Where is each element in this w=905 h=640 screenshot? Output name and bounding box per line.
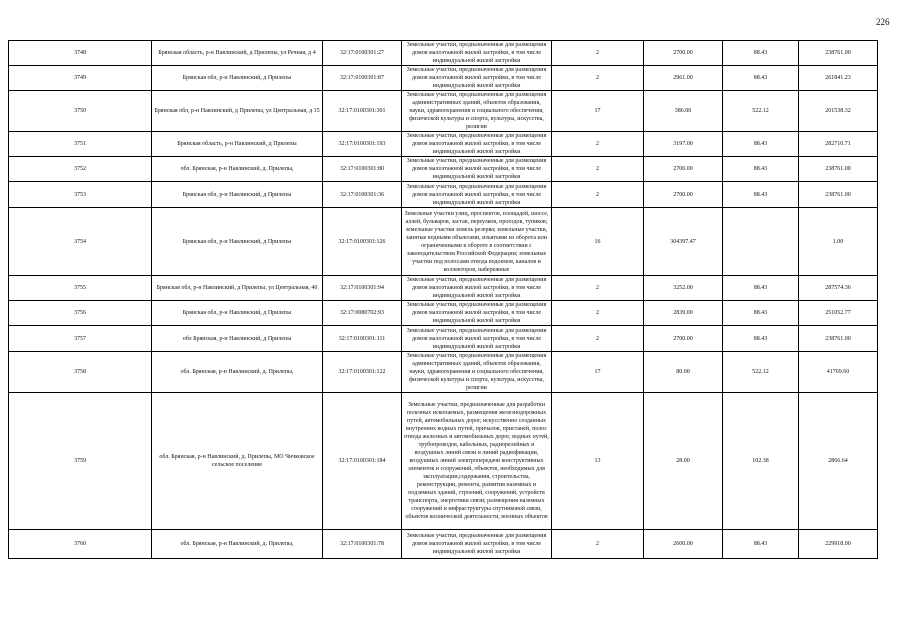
address-cell: обл Брянская, р-н Навлинский, д Прилепы: [152, 326, 323, 352]
address-cell: Брянская обл, р-н Навлинский, д Прилепы, ул Центральная, 40: [152, 276, 323, 301]
table-row: [9, 41, 878, 66]
table-row: [9, 530, 878, 559]
cadastral-number-cell: 32:17:0100301:78: [323, 530, 402, 559]
group-code-cell: 13: [552, 393, 644, 530]
rate-cell: 88.43: [723, 132, 799, 157]
land-use-cell: Земельные участки, предназначенные для размещения домов малоэтажной жилой застройки, в том числе индивидуальной жилой застройки: [402, 66, 552, 91]
land-use-cell: Земельные участки, предназначенные для размещения домов малоэтажной жилой застройки, в том числе индивидуальной жилой застройки: [402, 182, 552, 208]
address-cell: обл. Брянская, р-н Навлинский, д. Прилепы, МО Чичковское сельское поселение: [152, 393, 323, 530]
area-cell: 2700.00: [644, 326, 723, 352]
group-code-cell: 2: [552, 530, 644, 559]
address-cell: Брянская обл, р-н Навлинский, д Прилепы: [152, 66, 323, 91]
area-cell: 2600.00: [644, 530, 723, 559]
group-code-cell: 16: [552, 208, 644, 276]
address-cell: обл. Брянская, р-н Навлинский, д. Прилепы,: [152, 157, 323, 182]
cadastral-value-cell: 1.00: [799, 208, 878, 276]
row-number: 3757: [9, 326, 152, 352]
cadastral-value-cell: 238761.00: [799, 326, 878, 352]
rate-cell: 88.43: [723, 66, 799, 91]
rate-cell: 88.43: [723, 276, 799, 301]
rate-cell: 88.43: [723, 157, 799, 182]
cadastral-number-cell: 32:17:0100301:122: [323, 352, 402, 393]
cadastral-value-table: [8, 40, 878, 559]
group-code-cell: 17: [552, 352, 644, 393]
cadastral-number-cell: 32:17:0080702:93: [323, 301, 402, 326]
row-number: 3751: [9, 132, 152, 157]
cadastral-value-cell: 201538.32: [799, 91, 878, 132]
rate-cell: [723, 208, 799, 276]
land-use-cell: Земельные участки улиц, проспектов, площадей, шоссе, аллей, бульваров, застав, переулков, проездов, тупиков; земельные участки земель резерва; земельные участки, занятые водными объектами, изъятыми из оборота или ограниченными в обороте в соответствии с законодательством Российской Федерации; земельные участки под полосами отвода водоемов, каналов и коллекторов, набережные: [402, 208, 552, 276]
cadastral-value-cell: 261841.23: [799, 66, 878, 91]
rate-cell: 522.12: [723, 352, 799, 393]
cadastral-value-cell: 229918.00: [799, 530, 878, 559]
group-code-cell: 2: [552, 326, 644, 352]
cadastral-value-cell: 238761.00: [799, 157, 878, 182]
cadastral-value-cell: 251052.77: [799, 301, 878, 326]
row-number: 3750: [9, 91, 152, 132]
rate-cell: 522.12: [723, 91, 799, 132]
row-number: 3748: [9, 41, 152, 66]
table-row: [9, 352, 878, 393]
land-use-cell: Земельные участки, предназначенные для размещения домов малоэтажной жилой застройки, в том числе индивидуальной жилой застройки: [402, 530, 552, 559]
rate-cell: 88.43: [723, 530, 799, 559]
group-code-cell: 2: [552, 157, 644, 182]
address-cell: Брянская обл, р-н Навлинский, д Прилепы: [152, 182, 323, 208]
address-cell: обл. Брянская, р-н Навлинский, д. Прилепы,: [152, 352, 323, 393]
address-cell: обл. Брянская, р-н Навлинский, д. Прилепы,: [152, 530, 323, 559]
cadastral-number-cell: 32:17:0100301:184: [323, 393, 402, 530]
group-code-cell: 2: [552, 301, 644, 326]
row-number: 3752: [9, 157, 152, 182]
row-number: 3760: [9, 530, 152, 559]
group-code-cell: 2: [552, 276, 644, 301]
cadastral-number-cell: 32:17:0100301:126: [323, 208, 402, 276]
rate-cell: 102.38: [723, 393, 799, 530]
table-row: [9, 326, 878, 352]
table-row: [9, 393, 878, 530]
table-row: [9, 276, 878, 301]
group-code-cell: 17: [552, 91, 644, 132]
address-cell: Брянская обл, р-н Навлинский, д Прилепы: [152, 301, 323, 326]
row-number: 3759: [9, 393, 152, 530]
cadastral-value-cell: 287574.36: [799, 276, 878, 301]
group-code-cell: 2: [552, 182, 644, 208]
row-number: 3755: [9, 276, 152, 301]
cadastral-value-cell: 41769.60: [799, 352, 878, 393]
cadastral-number-cell: 32:17:0100301:111: [323, 326, 402, 352]
table-row: [9, 91, 878, 132]
cadastral-number-cell: 32:17:0100301:301: [323, 91, 402, 132]
area-cell: 304397.47: [644, 208, 723, 276]
cadastral-number-cell: 32:17:0100301:87: [323, 66, 402, 91]
cadastral-value-cell: 2866.64: [799, 393, 878, 530]
rate-cell: 88.43: [723, 301, 799, 326]
group-code-cell: 2: [552, 66, 644, 91]
group-code-cell: 2: [552, 132, 644, 157]
table-row: [9, 301, 878, 326]
area-cell: 2961.00: [644, 66, 723, 91]
table-row: [9, 208, 878, 276]
address-cell: Брянская область, р-н Навлинский, д Прилепы, ул Речная, д 4: [152, 41, 323, 66]
cadastral-value-cell: 282710.71: [799, 132, 878, 157]
rate-cell: 88.43: [723, 182, 799, 208]
area-cell: 2700.00: [644, 182, 723, 208]
address-cell: Брянская обл, р-н Навлинский, д Прилепы, ул Центральная, д 15: [152, 91, 323, 132]
row-number: 3754: [9, 208, 152, 276]
address-cell: Брянская обл, р-н Навлинский, д Прилепы: [152, 208, 323, 276]
land-use-cell: Земельные участки, предназначенные для размещения домов малоэтажной жилой застройки, в том числе индивидуальной жилой застройки: [402, 132, 552, 157]
land-use-cell: Земельные участки, предназначенные для размещения домов малоэтажной жилой застройки, в том числе индивидуальной жилой застройки: [402, 276, 552, 301]
area-cell: 28.00: [644, 393, 723, 530]
area-cell: 3197.00: [644, 132, 723, 157]
land-use-cell: Земельные участки, предназначенные для размещения домов малоэтажной жилой застройки, в том числе индивидуальной жилой застройки: [402, 301, 552, 326]
cadastral-value-cell: 238761.00: [799, 182, 878, 208]
table-body: [9, 41, 878, 559]
area-cell: 386.00: [644, 91, 723, 132]
land-use-cell: Земельные участки, предназначенные для размещения домов малоэтажной жилой застройки, в том числе индивидуальной жилой застройки: [402, 326, 552, 352]
page-number: 226: [876, 17, 890, 27]
rate-cell: 88.43: [723, 326, 799, 352]
cadastral-number-cell: 32:17:0100301:193: [323, 132, 402, 157]
cadastral-number-cell: 32:17:0100301:80: [323, 157, 402, 182]
row-number: 3758: [9, 352, 152, 393]
land-use-cell: Земельные участки, предназначенные для разработки полезных ископаемых, размещения железнодорожных путей, автомобильных дорог, искусственно созданных внутренних водных путей, причалов, пристаней, полос отвода железных и автомобильных дорог, водных путей, трубопроводов, кабельных, радиорелейных и воздушных линий связи и линий радиофикации, воздушных линий электропередачи конструктивных элементов и сооружений, объектов, необходимых для эксплуатации,содержания, строительства, реконструкции, ремонта, развития наземных и подземных зданий, строений, сооружений, устройств транспорта, энергетики связи; размещения наземных сооружений и инфраструктуры спутниковой связи, объектов космической деятельности, военных объектов: [402, 393, 552, 530]
area-cell: 3252.00: [644, 276, 723, 301]
table-row: [9, 132, 878, 157]
area-cell: 80.00: [644, 352, 723, 393]
table-row: [9, 182, 878, 208]
row-number: 3756: [9, 301, 152, 326]
row-number: 3749: [9, 66, 152, 91]
cadastral-number-cell: 32:17:0100301:94: [323, 276, 402, 301]
land-use-cell: Земельные участки, предназначенные для размещения административных зданий, объектов образования, науки, здравоохранения и социального обеспечения, физической культуры и спорта, культуры, искусства, религии: [402, 91, 552, 132]
table-row: [9, 66, 878, 91]
area-cell: 2700.00: [644, 157, 723, 182]
area-cell: 2700.00: [644, 41, 723, 66]
land-use-cell: Земельные участки, предназначенные для размещения домов малоэтажной жилой застройки, в том числе индивидуальной жилой застройки: [402, 41, 552, 66]
cadastral-number-cell: 32:17:0100301:36: [323, 182, 402, 208]
land-use-cell: Земельные участки, предназначенные для размещения домов малоэтажной жилой застройки, в том числе индивидуальной жилой застройки: [402, 157, 552, 182]
cadastral-number-cell: 32:17:0100301:27: [323, 41, 402, 66]
table-row: [9, 157, 878, 182]
land-use-cell: Земельные участки, предназначенные для размещения административных зданий, объектов образования, науки, здравоохранения и социального обеспечения, физической культуры и спорта, культуры, искусства, религии: [402, 352, 552, 393]
address-cell: Брянская область, р-н Навлинский, д Прилепы: [152, 132, 323, 157]
cadastral-value-cell: 238761.00: [799, 41, 878, 66]
rate-cell: 88.43: [723, 41, 799, 66]
area-cell: 2839.00: [644, 301, 723, 326]
row-number: 3753: [9, 182, 152, 208]
group-code-cell: 2: [552, 41, 644, 66]
